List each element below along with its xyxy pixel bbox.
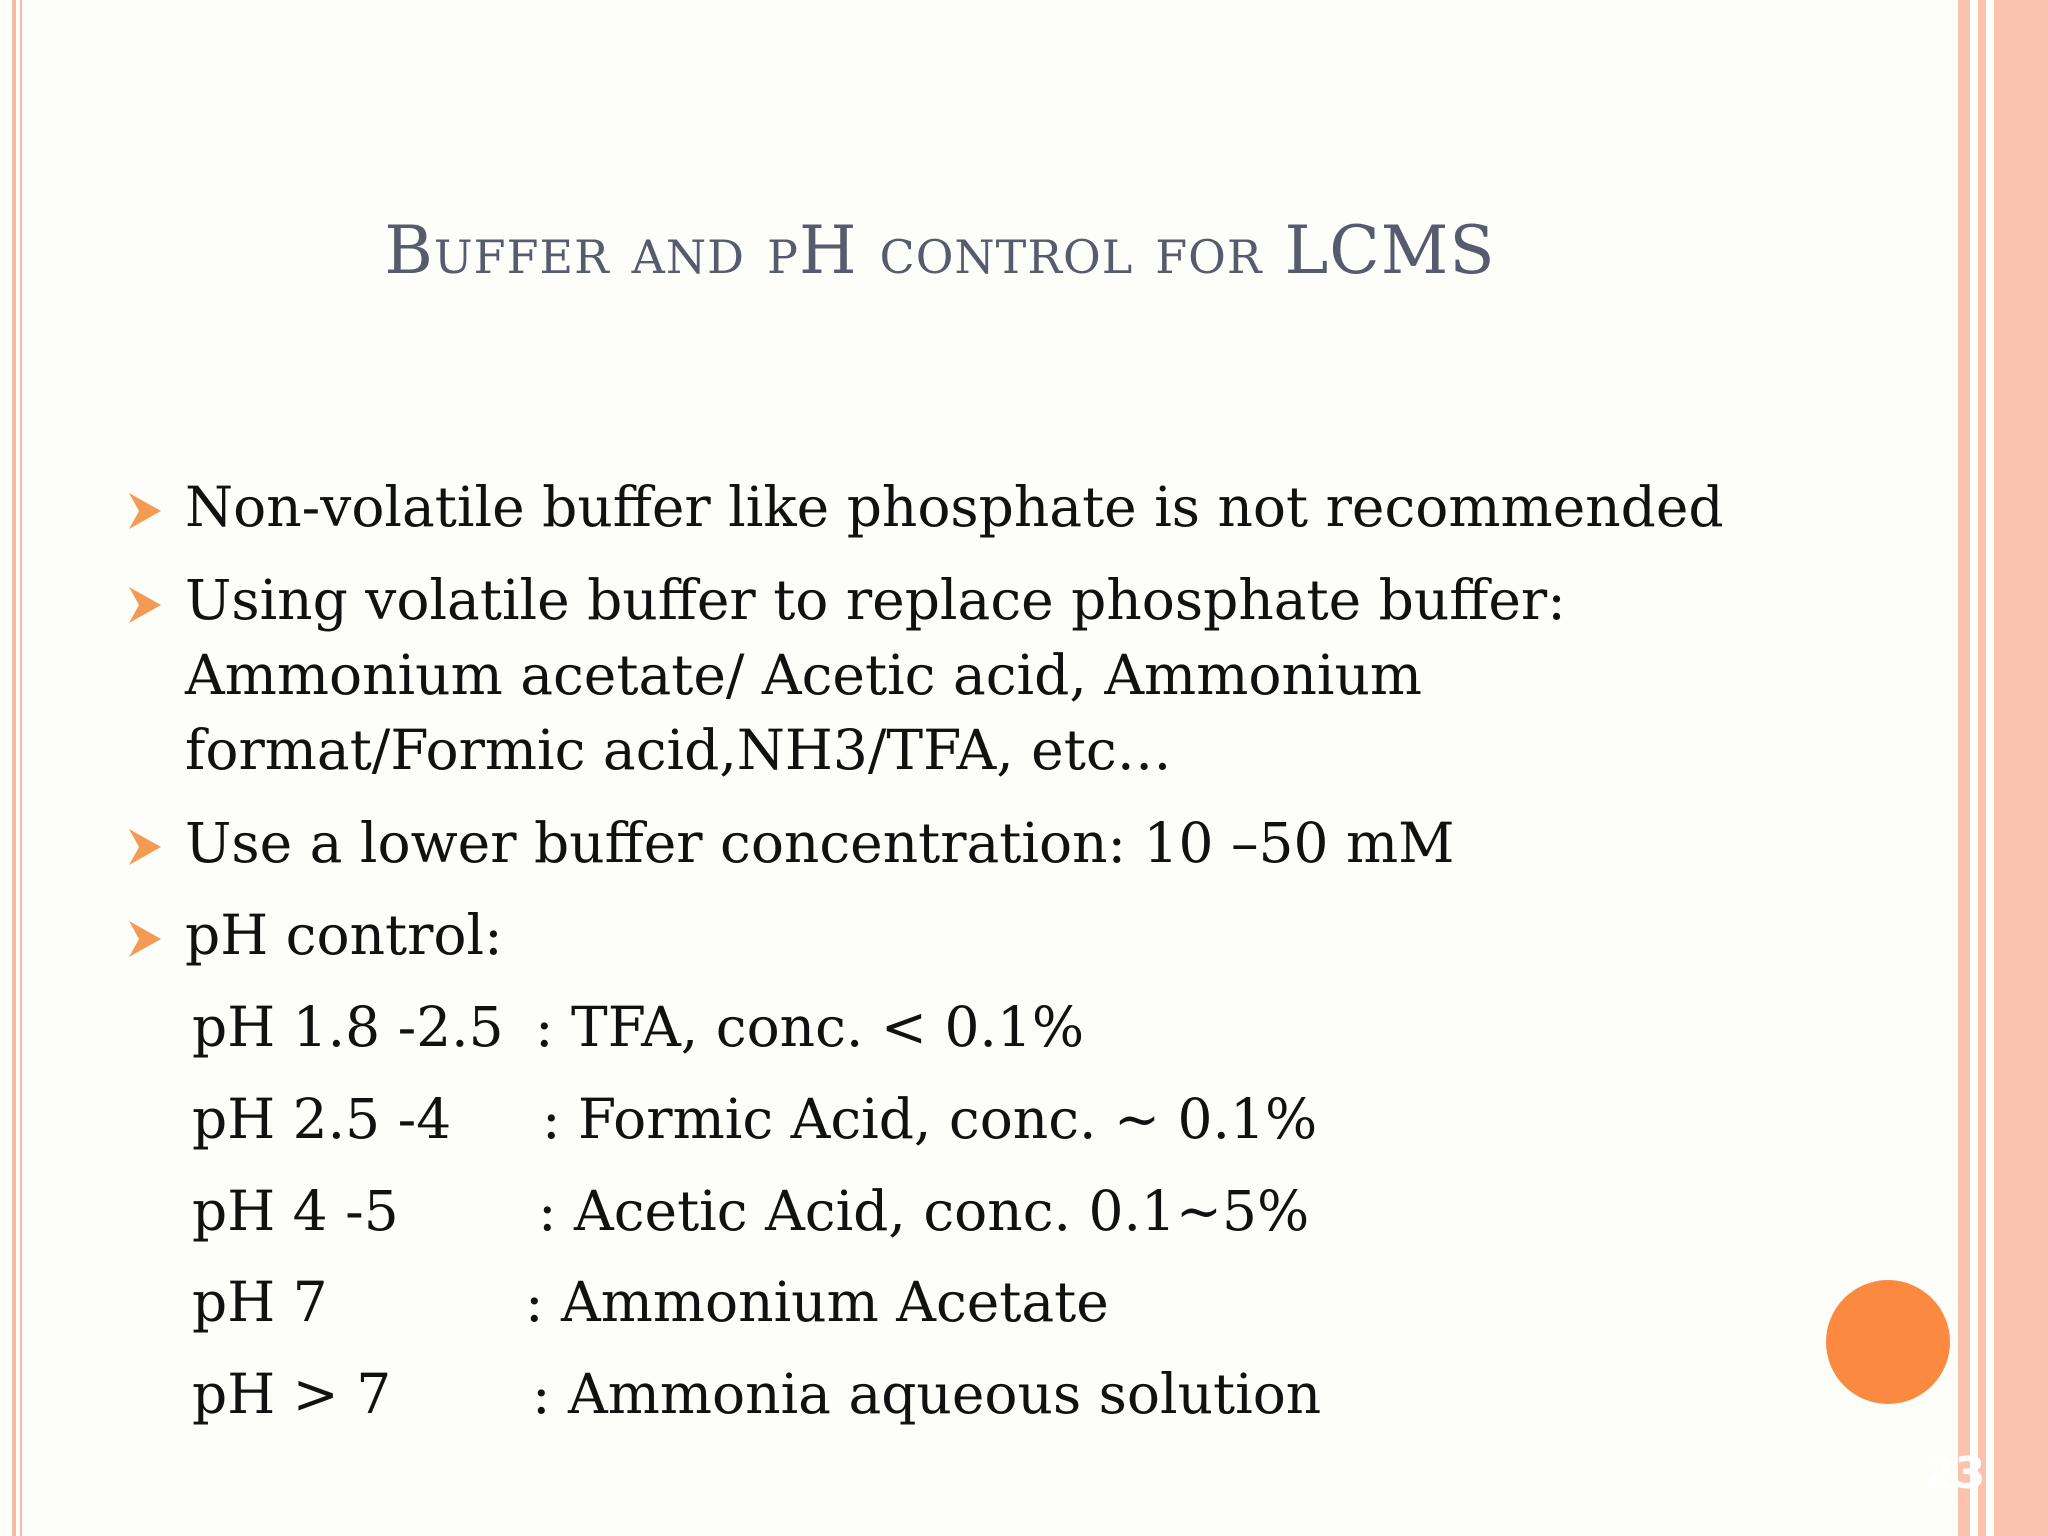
slide-title: Buffer and pH control for LCMS (384, 212, 1496, 289)
arrow-bullet-icon (127, 827, 163, 867)
right-border-stripe (1978, 0, 1986, 1536)
bullet-item (185, 806, 1454, 881)
bullet-item (185, 470, 1724, 545)
bullet-line: pH control: (185, 903, 503, 967)
bullet-line: format/Formic acid,NH3/TFA, etc… (185, 718, 1172, 782)
bullet-line: Non-volatile buffer like phosphate is not recommended (185, 475, 1724, 539)
arrow-bullet-icon (127, 585, 163, 625)
bullet-item (185, 898, 503, 973)
ph-agent-value: : TFA, conc. < 0.1% (535, 995, 1085, 1059)
ph-range-label: pH > 7 (192, 1362, 392, 1426)
ph-agent-value: : Formic Acid, conc. ~ 0.1% (542, 1087, 1318, 1151)
bullet-line: Ammonium acetate/ Acetic acid, Ammonium (185, 643, 1423, 707)
ph-range-label: pH 1.8 -2.5 (192, 995, 504, 1059)
page-number: 23 (1924, 1448, 1986, 1499)
ph-agent-value: : Ammonium Acetate (525, 1270, 1109, 1334)
right-border-stripe (1958, 0, 1970, 1536)
ph-agent-value: : Ammonia aqueous solution (532, 1362, 1322, 1426)
ph-range-label: pH 2.5 -4 (192, 1087, 452, 1151)
arrow-bullet-icon (127, 491, 163, 531)
bullet-line: Using volatile buffer to replace phosphate buffer: (185, 568, 1566, 632)
bullet-line: Use a lower buffer concentration: 10 –50 mM (185, 811, 1455, 875)
right-border-band (1994, 0, 2048, 1536)
decorative-orange-circle (1826, 1280, 1950, 1404)
arrow-bullet-icon (127, 919, 163, 959)
ph-range-label: pH 7 (192, 1270, 328, 1334)
ph-agent-value: : Acetic Acid, conc. 0.1~5% (538, 1179, 1310, 1243)
bullet-item (185, 563, 1566, 788)
ph-range-label: pH 4 -5 (192, 1179, 399, 1243)
